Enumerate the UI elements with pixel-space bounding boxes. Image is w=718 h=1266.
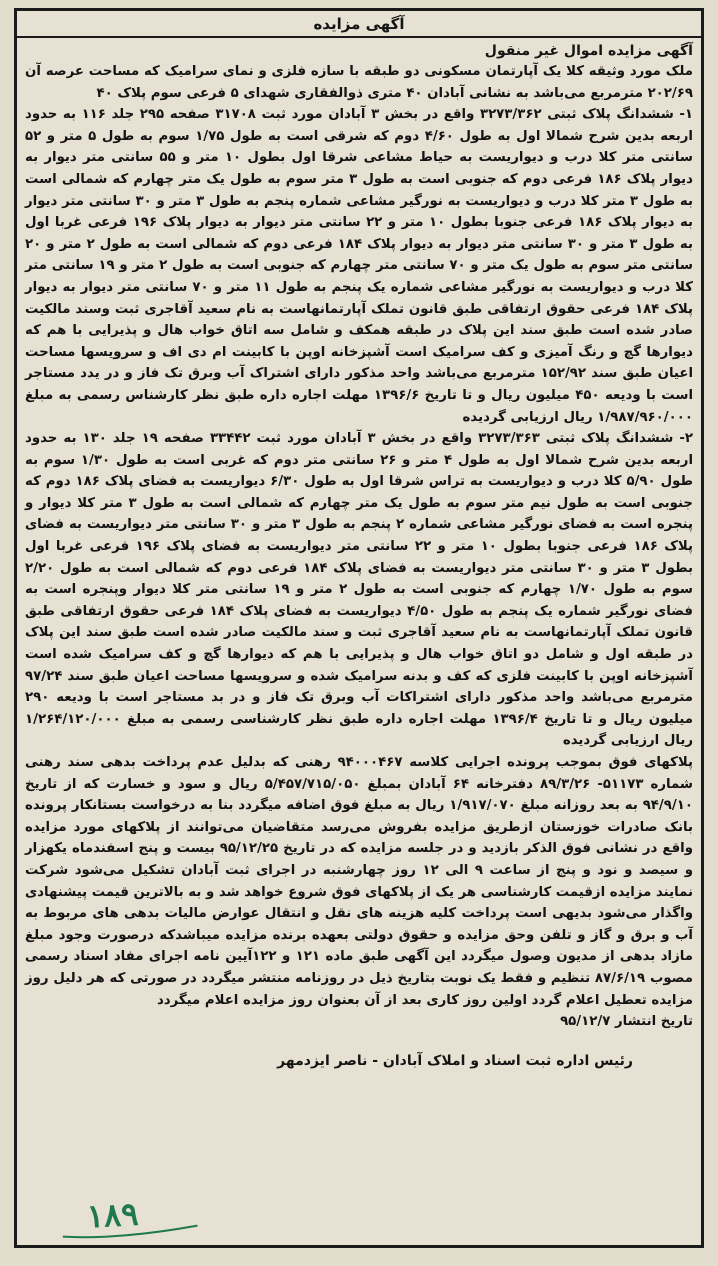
auction-terms: پلاکهای فوق بموجب پرونده اجرایی کلاسه ۹۴۰۰۰۴۶۷ رهنی که بدلیل عدم پرداخت بدهی سند رهنی شماره ۵۱۱۷۳- ۸۹/۳/۲۶ دفترخانه ۶۴ آبادان بمبلغ ۵/۴۵۷/۷۱۵/۰۵۰ ریال و سود و خسارت که از تاریخ ۹۴/۹/۱۰ به بعد روزانه مبلغ ۱/۹۱۷/۰۷۰ ریال به مبلغ فوق اضافه میگردد بنا به درخواست بستانکار پرونده بانک صادرات خوزستان ازطریق مزایده بفروش می‌رسد متقاضیان می‌توانند از پلاکهای مورد مزایده واقع در نشانی فوق الذکر بازدید و در جلسه مزایده که در تاریخ ۹۵/۱۲/۲۵ بیست و پنج اسفندماه یکهزار و سیصد و نود و پنج از ساعت ۹ الی ۱۲ روز چهارشنبه در اجرای ثبت آبادان تشکیل می‌شود شرکت نمایند مزایده ازقیمت کارشناسی هر یک از پلاکهای فوق شروع خواهد شد و به بالاترین قیمت پیشنهادی واگذار می‌شود بدیهی است پرداخت کلیه هزینه های نقل و انتقال عوارض مالیات بدهی های مربوط به آب و برق و گاز و تلفن وحق مزایده و حقوق دولتی بعهده برنده مزایده میباشدکه درصورت وجود مبلغ مازاد بدهی از مدیون وصول میگردد این آگهی طبق ماده ۱۲۱ و ۱۲۲آیین نامه اجرای مفاد اسناد رسمی مصوب ۸۷/۶/۱۹ تنظیم و فقط یک نوبت بتاریخ ذیل در روزنامه منتشر میگردد در صورتی که هر دلیل روز مزایده تعطیل اعلام گردد اولین روز کاری بعد از آن بعنوان روز مزایده اعلام میگردد — [25, 755, 694, 1008]
signature-line: رئیس اداره ثبت اسناد و املاک آبادان - ناصر ایزدمهر — [277, 1052, 633, 1069]
unit-1-description: ۱- ششدانگ پلاک ثبتی ۳۲۷۳/۳۶۲ واقع در بخش ۳ آبادان مورد ثبت ۳۱۷۰۸ صفحه ۲۹۵ جلد ۱۱۶ به حدود اربعه بدین شرح شمالا اول به طول ۴/۶۰ دوم که شرقی است به طول ۱/۷۵ سوم به طول ۵ متر و ۵۲ سانتی متر کلا درب و دیواریست به حیاط مشاعی شرقا اول بطول ۱۰ متر و ۵۵ سانتی متر دیوار به دیوار پلاک ۱۸۶ فرعی دوم که جنوبی است به طول ۳ متر سوم به طول یک متر چهارم که شمالی است به طول ۳ متر کلا درب و دیواریست به نورگیر مشاعی شماره پنجم به طول ۳ متر و ۳۰ سانتی متر دیوار به دیوار پلاک ۱۸۶ فرعی جنوبا بطول ۱۰ متر و ۲۲ سانتی متر دیوار به دیوار پلاک ۱۹۶ فرعی غربا اول به طول ۳ متر و ۳۰ سانتی متر دیوار به دیوار پلاک ۱۸۴ فرعی دوم که شمالی است به طول ۲ متر و ۲۰ سانتی متر سوم به طول یک متر و ۷۰ سانتی متر چهارم که جنوبی است به طول ۲ متر و ۱۹ سانتی متر کلا درب و دیواریست به نورگیر مشاعی شماره یک پنجم به طول ۱۱ متر و ۷۰ سانتی متر دیوار به دیوار پلاک ۱۸۴ فرعی حقوق ارتفاقی طبق قانون تملک آپارتمانهاست به نام سعید آقاجری ثبت وسند مالکیت صادر شده است طبق سند این پلاک در طبقه همکف و شامل سه اتاق خواب هال و پذیرایی با هم که دیوارها گچ و رنگ آمیزی و کف سرامیک است آشپزخانه اوپن با کابینت ام دی اف و سرویسها مساحت اعیان طبق سند ۱۵۲/۹۲ مترمربع می‌باشد واحد مذکور دارای اشتراک آب وبرق تک فاز و در یدد مستاجر است با ودیعه ۴۵۰ میلیون ریال و تا تاریخ ۱۳۹۶/۶ مهلت اجاره داره طبق نظر کارشناس رسمی به مبلغ ۱/۹۸۷/۹۶۰/۰۰۰ ریال ارزیابی گردیده — [25, 107, 694, 425]
publish-date: تاریخ انتشار ۹۵/۱۲/۷ — [560, 1014, 693, 1030]
stamp-number-text: ۱۸۹ — [85, 1194, 140, 1236]
notice-body — [17, 11, 701, 1069]
unit-2-description: ۲- ششدانگ پلاک ثبتی ۳۲۷۳/۳۶۳ واقع در بخش ۳ آبادان مورد ثبت ۳۳۴۴۲ صفحه ۱۹ جلد ۱۳۰ به حدود اربعه بدین شرح شمالا اول به طول ۴ متر و ۲۶ سانتی متر دوم که غربی است به طول ۱/۳۰ سوم به طول ۵/۹۰ کلا درب و دیواریست به تراس شرقا اول به طول ۶/۳۰ دیواریست به فضای پلاک ۱۸۶ دوم که جنوبی است به طول نیم متر سوم به طول یک متر چهارم که شمالی است به طول ۳ متر کلا دیوار و پنجره است به فضای نورگیر مشاعی شماره ۲ پنجم به طول ۳ متر و ۳۰ سانتی متر دیواریست به فضای پلاک ۱۸۶ فرعی جنوبا بطول ۱۰ متر و ۲۲ سانتی متر دیواریست به فضای پلاک ۱۹۶ فرعی غربا اول بطول ۳ متر و ۳۰ سانتی متر دیواریست به فضای پلاک ۱۸۴ فرعی دوم که شمالی است به طول ۲/۲۰ سوم به طول ۱/۷۰ چهارم که جنوبی است به طول ۲ متر و ۱۹ سانتی متر کلا دیوار وپنجره است به فضای نورگیر شماره یک پنجم به طول ۴/۵۰ دیواریست به فضای پلاک ۱۸۴ فرعی حقوق ارتفاقی طبق قانون تملک آپارتمانهاست به نام سعید آقاجری ثبت و سند مالکیت صادر شده است طبق سند این پلاک در طبقه اول و شامل دو اتاق خواب هال و پذیرایی با هم که دیوارها گچ و کف سرامیک شده است آشپزخانه اوپن با کابینت فلزی که کف و بدنه سرامیک شده و سرویسها مساحت اعیان طبق سند ۹۷/۲۴ مترمربع می‌باشد واحد مذکور دارای اشتراکات آب وبرق تک فاز و در بد مستاجر است با ودیعه ۲۹۰ میلیون ریال و تا تاریخ ۱۳۹۶/۴ مهلت اجاره داره طبق نظر کارشناسی رسمی به مبلغ ۱/۲۶۴/۱۲۰/۰۰۰ ریال ارزیابی گردیده — [25, 431, 694, 749]
handwritten-stamp-number — [56, 1195, 208, 1243]
notice-title: آگهی مزایده — [17, 13, 701, 38]
property-description: ملک مورد وثیقه کلا یک آپارتمان مسکونی دو طبقه با سازه فلزی و نمای سرامیک که مساحت عرصه آن ۲۰۲/۶۹ مترمربع می‌باشد به نشانی آبادان ۴۰ متری ذوالفقاری شهدای ۵ فرعی سوم پلاک ۴۰ — [25, 64, 693, 101]
notice-subtitle: آگهی مزایده اموال غیر منقول — [484, 43, 693, 59]
notice-frame — [14, 8, 704, 1248]
